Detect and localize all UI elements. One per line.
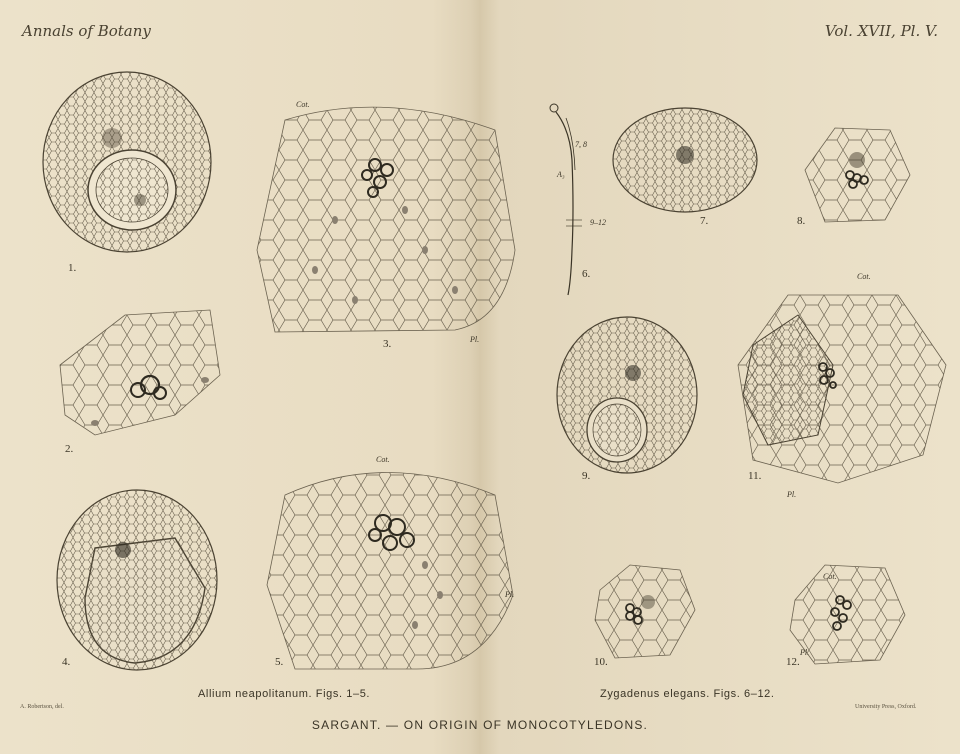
axis-label-a3: A₃ <box>557 170 565 179</box>
figure-5-number: 5. <box>275 656 284 668</box>
section-label-7-8: 7, 8 <box>575 140 587 149</box>
figure-8-number: 8. <box>797 215 806 227</box>
figure-8-illustration <box>795 120 915 230</box>
caption-allium: Allium neapolitanum. Figs. 1–5. <box>198 688 371 700</box>
press-credit: University Press, Oxford. <box>855 704 917 710</box>
figure-6-number: 6. <box>582 268 591 280</box>
plumule-label-fig11: Pl. <box>787 490 797 499</box>
plumule-label-fig5: Pl. <box>505 590 515 599</box>
figure-3-illustration <box>255 100 520 335</box>
figure-12-number: 12. <box>786 656 800 668</box>
figure-5-illustration <box>265 455 515 670</box>
figure-4-number: 4. <box>62 656 71 668</box>
figure-11-number: 11. <box>748 470 762 482</box>
caption-zygadenus: Zygadenus elegans. Figs. 6–12. <box>600 688 775 700</box>
section-label-9-12: 9–12 <box>590 218 606 227</box>
figure-7-illustration <box>610 105 760 215</box>
figure-9-number: 9. <box>582 470 591 482</box>
volume-plate: Vol. XVII, Pl. V. <box>824 22 938 40</box>
journal-title: Annals of Botany <box>22 22 151 40</box>
artist-credit: A. Robertson, del. <box>20 704 64 710</box>
figure-11-illustration <box>728 285 948 485</box>
figure-2-number: 2. <box>65 443 74 455</box>
figure-1-number: 1. <box>68 262 77 274</box>
figure-1-illustration <box>40 70 215 255</box>
figure-9-illustration <box>555 315 700 475</box>
cotyledon-label-fig12: Cot. <box>823 572 837 581</box>
figure-10-number: 10. <box>594 656 608 668</box>
cotyledon-label-fig5: Cot. <box>376 455 390 464</box>
plumule-label-fig3: Pl. <box>470 335 480 344</box>
cotyledon-label-fig3: Cot. <box>296 100 310 109</box>
figure-4-illustration <box>55 488 220 673</box>
figure-10-illustration <box>590 560 700 665</box>
plumule-label-fig12: Pl. <box>800 648 810 657</box>
figure-3-number: 3. <box>383 338 392 350</box>
figure-2-illustration <box>55 305 225 445</box>
figure-7-number: 7. <box>700 215 709 227</box>
plate-title: SARGANT. — ON ORIGIN OF MONOCOTYLEDONS. <box>311 718 649 732</box>
cotyledon-label-fig11: Cot. <box>857 272 871 281</box>
